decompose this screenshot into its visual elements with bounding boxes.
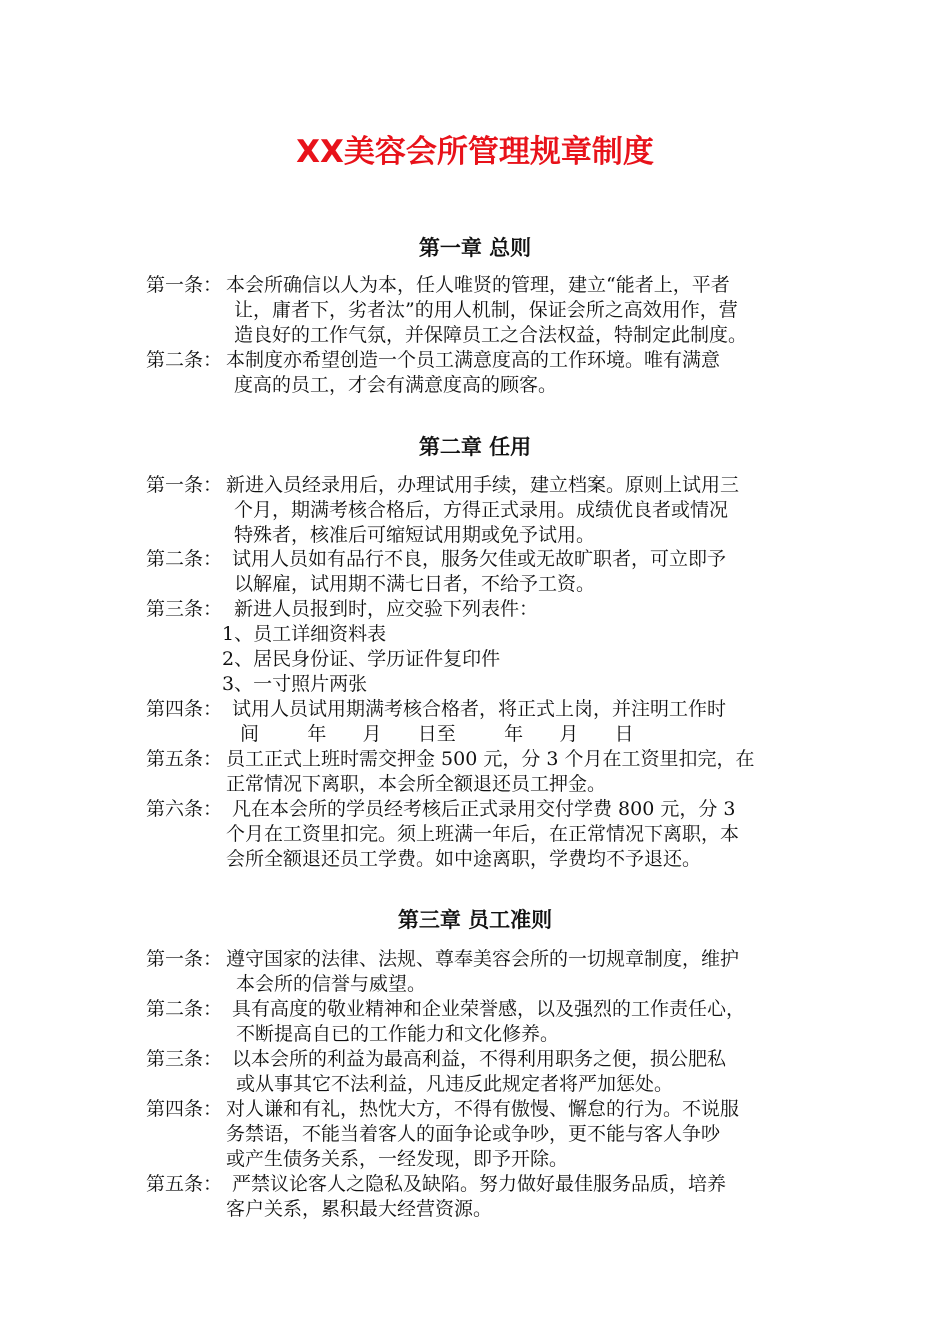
- list-item: 1、员工详细资料表: [222, 623, 387, 645]
- article-line: 不断提高自已的工作能力和文化修养。: [236, 1023, 560, 1045]
- article-label: 第四条：: [146, 698, 223, 720]
- article-line: 或从事其它不法利益，凡违反此规定者将严加惩处。: [236, 1073, 674, 1095]
- article-line: 让，庸者下，劣者汰”的用人机制，保证会所之高效用作，营: [234, 299, 738, 321]
- article-label: 第三条：: [146, 598, 223, 620]
- chapter-heading: 第一章 总则: [418, 236, 532, 260]
- article-label: 第二条：: [146, 998, 223, 1020]
- article: [146, 797, 826, 872]
- article-label: 第五条：: [146, 748, 223, 770]
- article-line: 正常情况下离职，本会所全额退还员工押金。: [226, 773, 607, 795]
- article-line: 特殊者，核准后可缩短试用期或免予试用。: [234, 524, 596, 546]
- article: [146, 273, 826, 348]
- article-label: 第二条：: [146, 349, 223, 371]
- page-title: XX美容会所管理规章制度: [296, 134, 654, 170]
- article-line: 会所全额退还员工学费。如中途离职，学费均不予退还。: [226, 848, 702, 870]
- article: [146, 697, 826, 747]
- article: [146, 747, 826, 797]
- article-label: 第一条：: [146, 274, 223, 296]
- article-line: 造良好的工作气氛，并保障员工之合法权益，特制定此制度。: [234, 324, 748, 346]
- chapter-heading: 第三章 员工准则: [397, 908, 553, 932]
- list-item: 3、一寸照片两张: [222, 673, 368, 695]
- article: [146, 1047, 826, 1097]
- article-line: 本会所的信誉与威望。: [236, 973, 427, 995]
- article-line: 对人谦和有礼，热忱大方，不得有傲慢、懈怠的行为。不说服: [226, 1098, 740, 1120]
- article-line: 凡在本会所的学员经考核后正式录用交付学费 800 元，分 3: [232, 798, 736, 820]
- required-documents-list: [222, 622, 782, 697]
- article-label: 第一条：: [146, 474, 223, 496]
- article-line: 严禁议论客人之隐私及缺陷。努力做好最佳服务品质，培养: [232, 1173, 727, 1195]
- article-line: 本制度亦希望创造一个员工满意度高的工作环境。唯有满意: [226, 349, 721, 371]
- article-line: 个月，期满考核合格后，方得正式录用。成绩优良者或情况: [234, 499, 729, 521]
- article-line: 务禁语，不能当着客人的面争论或争吵，更不能与客人争吵: [226, 1123, 721, 1145]
- article-label: 第五条：: [146, 1173, 223, 1195]
- list-item: 2、居民身份证、学历证件复印件: [222, 648, 501, 670]
- article-line: 度高的员工，才会有满意度高的顾客。: [234, 374, 558, 396]
- article: [146, 473, 826, 548]
- article-line: 客户关系，累积最大经营资源。: [226, 1198, 493, 1220]
- article-line: 员工正式上班时需交押金 500 元，分 3 个月在工资里扣完，在: [226, 748, 755, 770]
- article: [146, 348, 826, 398]
- article-line: 新进人员报到时，应交验下列表件：: [234, 598, 539, 620]
- article: [146, 597, 826, 622]
- article-label: 第二条：: [146, 548, 223, 570]
- article: [146, 547, 826, 597]
- article-line: 个月在工资里扣完。须上班满一年后，在正常情况下离职，本: [226, 823, 740, 845]
- article-line: 以本会所的利益为最高利益，不得利用职务之便，损公肥私: [232, 1048, 727, 1070]
- article-line: 新进入员经录用后，办理试用手续，建立档案。原则上试用三: [226, 474, 740, 496]
- article-label: 第一条：: [146, 948, 223, 970]
- article-label: 第四条：: [146, 1098, 223, 1120]
- article-line: 试用人员如有品行不良，服务欠佳或无故旷职者，可立即予: [232, 548, 727, 570]
- article: [146, 947, 826, 997]
- chapter-heading: 第二章 任用: [418, 435, 532, 459]
- article-line: 或产生债务关系，一经发现，即予开除。: [226, 1148, 569, 1170]
- article-line: 试用人员试用期满考核合格者，将正式上岗，并注明工作时: [232, 698, 727, 720]
- article-line: 以解雇，试用期不满七日者，不给予工资。: [234, 573, 596, 595]
- article-line: 本会所确信以人为本，任人唯贤的管理，建立“能者上，平者: [226, 274, 730, 296]
- article: [146, 1097, 826, 1172]
- article-line: 遵守国家的法律、法规、尊奉美容会所的一切规章制度，维护: [226, 948, 740, 970]
- article-label: 第六条：: [146, 798, 223, 820]
- article-label: 第三条：: [146, 1048, 223, 1070]
- article-line: 间 年 月 日至 年 月 日: [240, 723, 634, 745]
- article: [146, 997, 826, 1047]
- article-line: 具有高度的敬业精神和企业荣誉感，以及强烈的工作责任心，: [232, 998, 746, 1020]
- article: [146, 1172, 826, 1222]
